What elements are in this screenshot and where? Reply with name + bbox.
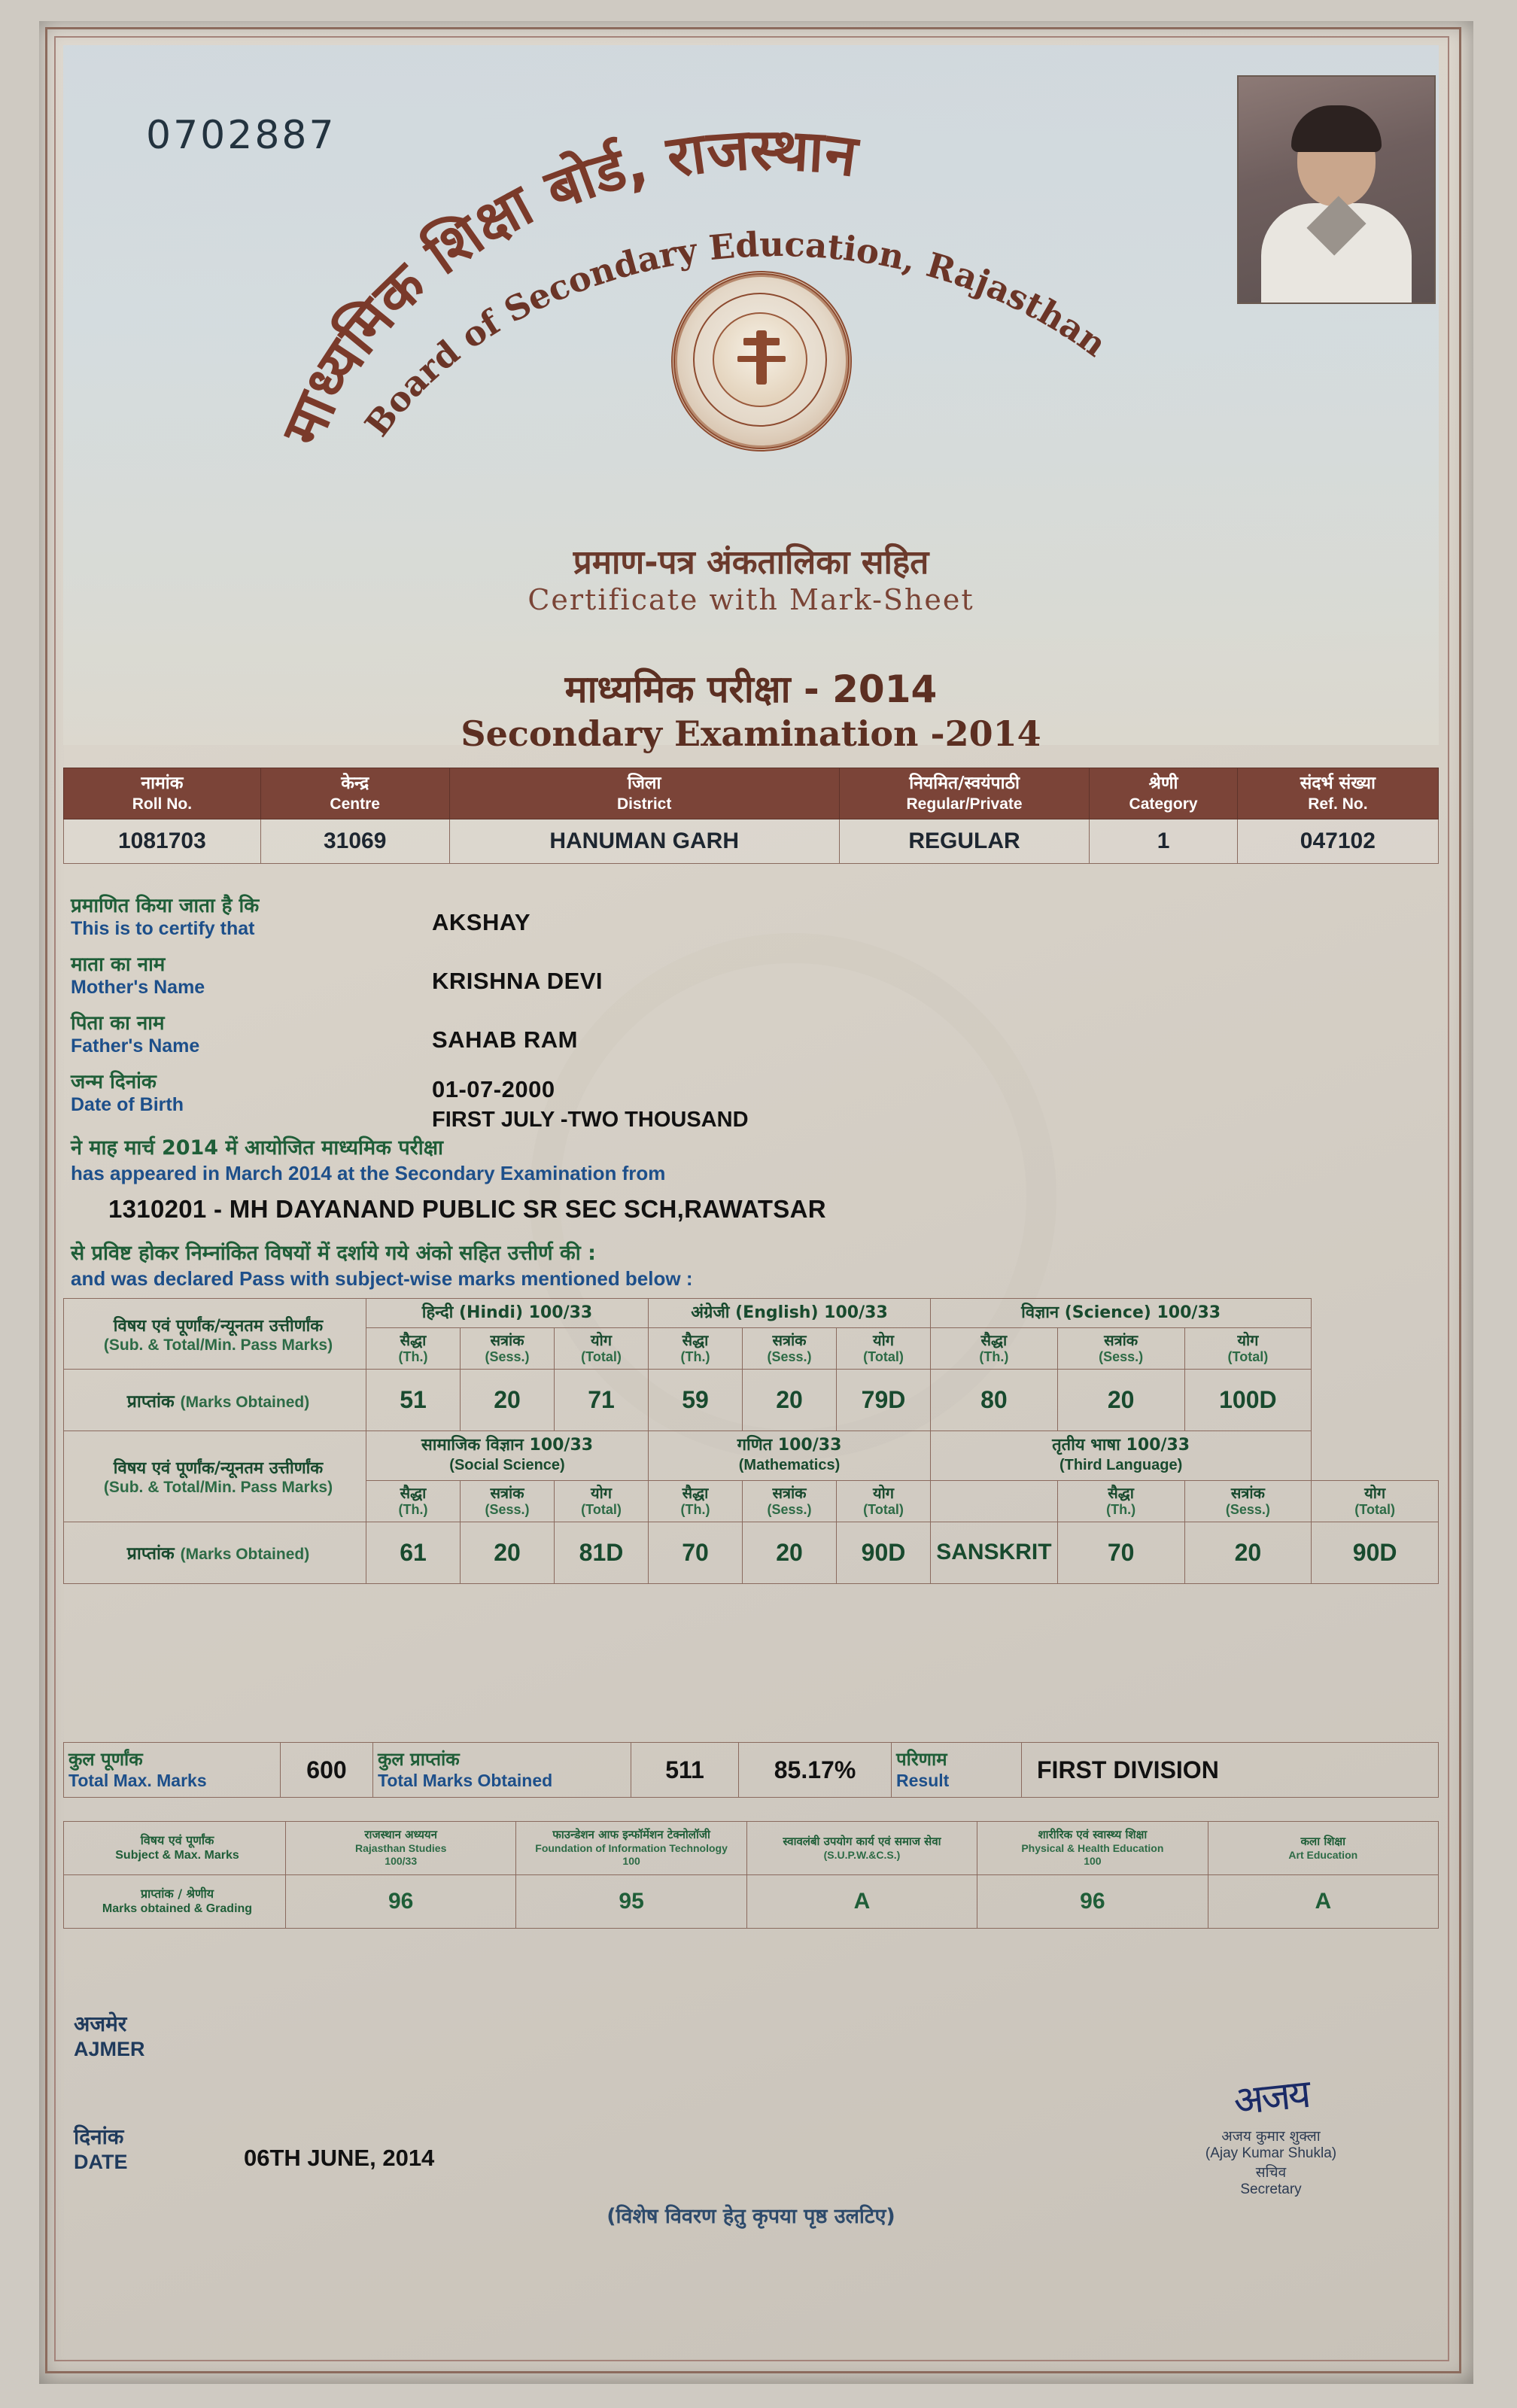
- header-art-education: कला शिक्षा Art Education: [1208, 1822, 1438, 1875]
- row-father-name: [63, 1013, 1439, 1072]
- issue-date-value: 06TH JUNE, 2014: [244, 2145, 435, 2171]
- col-social-total: योग (Total): [555, 1480, 649, 1522]
- mark-third-total: 90D: [1312, 1522, 1439, 1583]
- signature-scribble: अजय: [1231, 2071, 1311, 2125]
- value-percentage: 85.17%: [739, 1743, 892, 1798]
- mark-science-th: 80: [931, 1370, 1058, 1431]
- certificate-content: [63, 45, 1439, 2349]
- mark-maths-total: 90D: [837, 1522, 931, 1583]
- value-supw: A: [746, 1874, 977, 1928]
- value-mother-name: KRISHNA DEVI: [432, 968, 603, 994]
- value-centre: 31069: [260, 819, 449, 864]
- signature-block: [1147, 2069, 1395, 2198]
- value-foundation-it: 95: [516, 1874, 746, 1928]
- marks-obtained-row-2: [64, 1522, 1439, 1583]
- th-centre: केन्द्र Centre: [260, 768, 449, 819]
- value-ref-no: 047102: [1237, 819, 1438, 864]
- label-mother-name: माता का नाम Mother's Name: [71, 953, 205, 998]
- marks-subject-header-row-1: [64, 1299, 1439, 1328]
- mark-social-th: 61: [366, 1522, 461, 1583]
- th-roll-no: नामांक Roll No.: [64, 768, 261, 819]
- header-rajasthan-studies: राजस्थान अध्ययन Rajasthan Studies 100/33: [286, 1822, 516, 1875]
- value-roll-no: 1081703: [64, 819, 261, 864]
- label-subject-maxmarks-1: विषय एवं पूर्णांक/न्यूनतम उत्तीर्णांक (Sub. & Total/Min. Pass Marks): [64, 1299, 366, 1370]
- totals-row: [64, 1743, 1439, 1798]
- mark-third-th: 70: [1057, 1522, 1184, 1583]
- col-third-sess: सत्रांक (Sess.): [1184, 1480, 1312, 1522]
- third-language-name: SANSKRIT: [931, 1522, 1058, 1583]
- exam-title-english: Secondary Examination -2014: [461, 713, 1041, 754]
- value-father-name: SAHAB RAM: [432, 1026, 578, 1053]
- header-supw: स्वावलंबी उपयोग कार्य एवं समाज सेवा (S.U.P.W.&C.S.): [746, 1822, 977, 1875]
- subject-social-science-header: सामाजिक विज्ञान 100/33 (Social Science): [366, 1431, 649, 1481]
- subject-hindi-header: हिन्दी (Hindi) 100/33: [366, 1299, 649, 1328]
- col-third-th: सैद्धा (Th.): [1057, 1480, 1184, 1522]
- subject-english-header: अंग्रेजी (English) 100/33: [649, 1299, 931, 1328]
- additional-subjects-value-row: [64, 1874, 1439, 1928]
- col-hindi-total: योग (Total): [555, 1328, 649, 1370]
- identity-table: [63, 768, 1439, 864]
- serial-number: 0702887: [146, 113, 336, 158]
- value-art-education: A: [1208, 1874, 1438, 1928]
- mark-english-sess: 20: [743, 1370, 837, 1431]
- th-category: श्रेणी Category: [1090, 768, 1237, 819]
- mark-social-total: 81D: [555, 1522, 649, 1583]
- value-date-of-birth: 01-07-2000: [432, 1076, 555, 1102]
- col-science-th: सैद्धा (Th.): [931, 1328, 1058, 1370]
- mark-english-th: 59: [649, 1370, 743, 1431]
- issue-date-label: दिनांक DATE: [74, 2124, 128, 2173]
- value-total-max-marks: 600: [281, 1743, 373, 1798]
- mark-maths-th: 70: [649, 1522, 743, 1583]
- col-maths-total: योग (Total): [837, 1480, 931, 1522]
- value-category: 1: [1090, 819, 1237, 864]
- mark-third-sess: 20: [1184, 1522, 1312, 1583]
- subject-third-language-header: तृतीय भाषा 100/33 (Third Language): [931, 1431, 1312, 1481]
- mark-social-sess: 20: [461, 1522, 555, 1583]
- label-result: परिणाम Result: [892, 1743, 1022, 1798]
- mark-hindi-th: 51: [366, 1370, 461, 1431]
- col-hindi-sess: सत्रांक (Sess.): [461, 1328, 555, 1370]
- col-science-sess: सत्रांक (Sess.): [1057, 1328, 1184, 1370]
- header-physical-health: शारीरिक एवं स्वास्थ्य शिक्षा Physical & Health Education 100: [977, 1822, 1208, 1875]
- value-regular-private: REGULAR: [839, 819, 1090, 864]
- value-result: FIRST DIVISION: [1022, 1743, 1439, 1798]
- col-english-total: योग (Total): [837, 1328, 931, 1370]
- subject-science-header: विज्ञान (Science) 100/33: [931, 1299, 1312, 1328]
- col-science-total: योग (Total): [1184, 1328, 1312, 1370]
- mark-science-sess: 20: [1057, 1370, 1184, 1431]
- header-foundation-it: फाउन्डेशन आफ इन्फॉर्मेशन टेक्नोलॉजी Foundation of Information Technology 100: [516, 1822, 746, 1875]
- col-maths-th: सैद्धा (Th.): [649, 1480, 743, 1522]
- th-ref-no: संदर्भ संख्या Ref. No.: [1237, 768, 1438, 819]
- subtitle-english: Certificate with Mark-Sheet: [527, 583, 974, 616]
- backside-note: (विशेष विवरण हेतु कृपया पृष्ठ उलटिए): [606, 2205, 895, 2228]
- col-hindi-th: सैद्धा (Th.): [366, 1328, 461, 1370]
- label-total-max-marks: कुल पूर्णांक Total Max. Marks: [64, 1743, 281, 1798]
- signatory-name-english: (Ajay Kumar Shukla): [1205, 2145, 1337, 2161]
- value-district: HANUMAN GARH: [449, 819, 839, 864]
- identity-value-row: [64, 819, 1439, 864]
- mark-science-total: 100D: [1184, 1370, 1312, 1431]
- appeared-statement: ने माह मार्च 2014 में आयोजित माध्यमिक परीक्षा has appeared in March 2014 at the Secondary Examination from: [71, 1136, 666, 1184]
- col-maths-sess: सत्रांक (Sess.): [743, 1480, 837, 1522]
- arc-hindi-text: माध्यमिक शिक्षा बोर्ड, राजस्थान: [268, 115, 862, 455]
- label-marks-obtained-2: प्राप्तांक (Marks Obtained): [64, 1522, 366, 1583]
- additional-subjects-table: [63, 1821, 1439, 1929]
- marks-subject-header-row-2: [64, 1431, 1439, 1481]
- certify-block: [63, 895, 1439, 1154]
- th-district: जिला District: [449, 768, 839, 819]
- col-third-total: योग (Total): [1312, 1480, 1439, 1522]
- board-emblem-icon: [671, 271, 852, 451]
- value-total-obtained: 511: [631, 1743, 739, 1798]
- totals-table: [63, 1742, 1439, 1798]
- issue-place: अजमेर AJMER: [74, 2011, 145, 2060]
- designation-hindi: सचिव: [1255, 2164, 1287, 2181]
- mark-english-total: 79D: [837, 1370, 931, 1431]
- row-mother-name: [63, 954, 1439, 1013]
- col-social-sess: सत्रांक (Sess.): [461, 1480, 555, 1522]
- label-total-obtained: कुल प्राप्तांक Total Marks Obtained: [373, 1743, 631, 1798]
- label-subject-maxmarks-2: विषय एवं पूर्णांक/न्यूनतम उत्तीर्णांक (Sub. & Total/Min. Pass Marks): [64, 1431, 366, 1522]
- value-student-name: AKSHAY: [432, 909, 531, 935]
- declared-statement: से प्रविष्ट होकर निम्नांकित विषयों में दर्शाये गये अंको सहित उत्तीर्ण की : and was declared Pass with subject-wise marks mentioned below :: [71, 1242, 693, 1290]
- additional-subjects-header-row: [64, 1822, 1439, 1875]
- value-date-of-birth-words: FIRST JULY -TWO THOUSAND: [432, 1108, 749, 1132]
- row-student-name: [63, 895, 1439, 954]
- col-english-sess: सत्रांक (Sess.): [743, 1328, 837, 1370]
- subtitle-hindi: प्रमाण-पत्र अंकतालिका सहित: [573, 543, 929, 582]
- label-certify: प्रमाणित किया जाता है कि This is to certify that: [71, 895, 260, 939]
- marks-obtained-row-1: [64, 1370, 1439, 1431]
- signatory-name-hindi: अजय कुमार शुक्ला: [1221, 2128, 1321, 2145]
- th-regular-private: नियमित/स्वयंपाठी Regular/Private: [839, 768, 1090, 819]
- label-marks-obtained-1: प्राप्तांक (Marks Obtained): [64, 1370, 366, 1431]
- school-name: 1310201 - MH DAYANAND PUBLIC SR SEC SCH,RAWATSAR: [108, 1195, 826, 1223]
- col-english-th: सैद्धा (Th.): [649, 1328, 743, 1370]
- label-additional-subject: विषय एवं पूर्णांक Subject & Max. Marks: [64, 1822, 286, 1875]
- label-father-name: पिता का नाम Father's Name: [71, 1012, 200, 1057]
- label-date-of-birth: जन्म दिनांक Date of Birth: [71, 1071, 184, 1115]
- col-third-language-blank: [931, 1480, 1058, 1522]
- label-additional-marks-grading: प्राप्तांक / श्रेणीय Marks obtained & Grading: [64, 1874, 286, 1928]
- exam-title-hindi: माध्यमिक परीक्षा - 2014: [564, 667, 938, 711]
- arc-english-text: Board of Secondary Education, Rajasthan: [357, 224, 1114, 444]
- mark-hindi-sess: 20: [461, 1370, 555, 1431]
- marks-table: [63, 1298, 1439, 1584]
- identity-header-row: [64, 768, 1439, 819]
- value-physical-health: 96: [977, 1874, 1208, 1928]
- designation-english: Secretary: [1240, 2181, 1302, 2197]
- col-social-th: सैद्धा (Th.): [366, 1480, 461, 1522]
- mark-maths-sess: 20: [743, 1522, 837, 1583]
- value-rajasthan-studies: 96: [286, 1874, 516, 1928]
- mark-hindi-total: 71: [555, 1370, 649, 1431]
- subject-mathematics-header: गणित 100/33 (Mathematics): [649, 1431, 931, 1481]
